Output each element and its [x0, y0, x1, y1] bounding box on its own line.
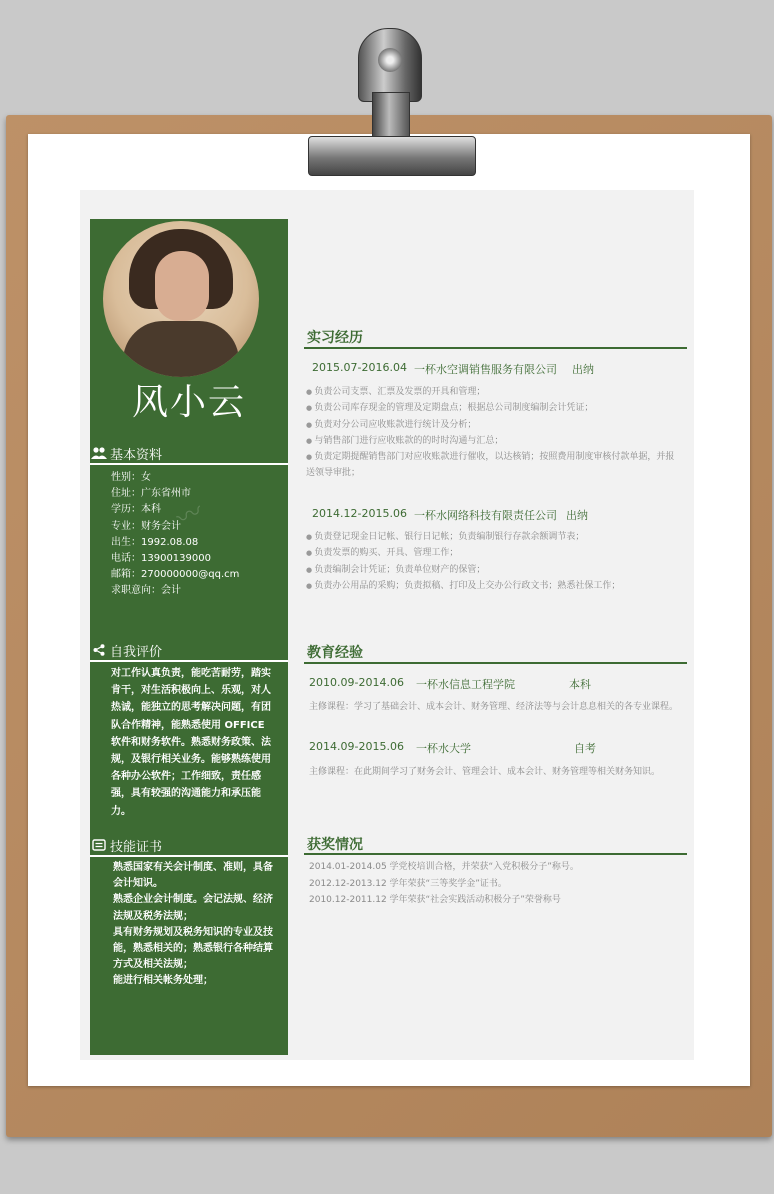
skills-divider	[90, 855, 288, 857]
watermark: 〰	[171, 496, 209, 535]
edu-period: 2010.09-2014.06	[309, 676, 404, 689]
avatar-face	[155, 251, 209, 321]
internship-divider	[304, 347, 687, 349]
job-company: 一杯水网络科技有限责任公司	[414, 509, 557, 522]
duty-item: ● 负责公司库存现金的管理及定期盘点；根据总公司制度编制会计凭证；	[306, 400, 678, 416]
info-item: 电话：13900139000	[111, 553, 211, 565]
job-company: 一杯水空调销售服务有限公司	[414, 363, 557, 376]
skills-list	[113, 860, 273, 990]
edu-school: 一杯水信息工程学院	[416, 678, 515, 691]
clip-base	[308, 136, 476, 176]
skill-item: 熟悉国家有关会计制度、准则，具备会计知识。	[113, 862, 273, 890]
awards-title: 获奖情况	[307, 837, 363, 853]
awards-divider	[304, 853, 687, 855]
job-period: 2014.12-2015.06	[312, 507, 407, 520]
self-eval-heading	[90, 641, 162, 660]
basic-info-heading	[90, 444, 162, 463]
duty-item: ● 负责登记现金日记帐、银行日记帐；负责编制银行存款余额调节表；	[306, 529, 678, 545]
basic-info-divider	[90, 463, 288, 465]
job-role: 出纳	[572, 363, 594, 376]
duty-item: ● 负责编制会计凭证；负责单位财产的保管；	[306, 562, 678, 578]
skills-title: 技能证书	[110, 840, 163, 855]
duty-item: ● 负责办公用品的采购；负责拟稿、打印及上交办公行政文书；熟悉社保工作；	[306, 578, 678, 594]
job-duties	[306, 529, 678, 594]
avatar	[103, 221, 259, 377]
edu-courses: 主修课程：学习了基础会计、成本会计、财务管理、经济法等与会计息息相关的各专业课程。	[309, 702, 679, 712]
self-eval-divider	[90, 660, 288, 662]
info-item: 专业：财务会计	[111, 520, 181, 532]
info-item: 邮箱：270000000@qq.cm	[111, 569, 240, 581]
info-item: 学历：本科	[111, 504, 161, 516]
awards-list	[309, 859, 679, 909]
self-eval-text: 对工作认真负责，能吃苦耐劳，踏实肯干，对生活积极向上、乐观，对人热诚，能独立的思考解决问题，有团队合作精神，能熟悉使用 OFFICE 软件和财务软件。熟悉财务政策、法规，及银行相关业务。能够熟练使用各种办公软件；工作细致，责任感强，具有较强的沟通能力和承压能力。	[111, 668, 271, 817]
duty-item: ● 负责公司支票、汇票及发票的开具和管理；	[306, 384, 678, 400]
avatar-jacket	[123, 321, 239, 377]
skill-item: 熟悉企业会计制度。会记法规、经济法规及税务法规；	[113, 894, 273, 922]
basic-info-title: 基本资料	[110, 448, 163, 463]
skill-item: 能进行相关帐务处理；	[113, 975, 213, 987]
basic-info-list	[111, 470, 239, 600]
duty-item: ● 负责对分公司应收账款进行统计及分析；	[306, 417, 678, 433]
edu-period: 2014.09-2015.06	[309, 740, 404, 753]
info-item: 性别：女	[111, 472, 151, 483]
duty-item: ● 与销售部门进行应收账款的的时时沟通与汇总；	[306, 433, 678, 449]
internship-title: 实习经历	[307, 330, 363, 346]
info-item: 求职意向：会计	[111, 585, 181, 597]
clip-arm	[372, 92, 410, 142]
award-item: 2010.12-2011.12 学年荣获“社会实践活动积极分子”荣誉称号	[309, 895, 561, 905]
education-title: 教育经验	[307, 645, 363, 661]
user-group-icon	[90, 447, 108, 462]
duty-item: ● 负责定期提醒销售部门对应收账款进行催收，以达核销；按照费用制度审核付款单据，并报送领导审批；	[306, 449, 678, 482]
edu-school: 一杯水大学	[416, 742, 471, 755]
self-eval-title: 自我评价	[110, 645, 163, 660]
clip-hole	[378, 48, 402, 72]
award-item: 2012.12-2013.12 学年荣获“三等奖学金”证书。	[309, 878, 507, 889]
duty-item: ● 负责发票的购买、开具、管理工作；	[306, 545, 678, 561]
certificate-icon	[90, 839, 108, 854]
share-icon	[90, 644, 108, 659]
job-period: 2015.07-2016.04	[312, 361, 407, 374]
education-divider	[304, 662, 687, 664]
award-item: 2014.01-2014.05 学党校培训合格，并荣获“入党积极分子”称号。	[309, 862, 579, 872]
info-item: 出生：1992.08.08	[111, 536, 199, 548]
skills-heading	[90, 836, 162, 855]
edu-courses: 主修课程：在此期间学习了财务会计、管理会计、成本会计、财务管理等相关财务知识。	[309, 767, 661, 777]
job-duties	[306, 384, 678, 482]
person-name: 风小云	[131, 382, 246, 423]
edu-degree: 本科	[569, 678, 591, 691]
skill-item: 具有财务规划及税务知识的专业及技能，熟悉相关的；熟悉银行各种结算方式及相关法规；	[113, 926, 273, 971]
info-item: 住址：广东省州市	[111, 488, 191, 500]
job-role: 出纳	[566, 509, 588, 522]
edu-degree: 自考	[574, 742, 596, 755]
